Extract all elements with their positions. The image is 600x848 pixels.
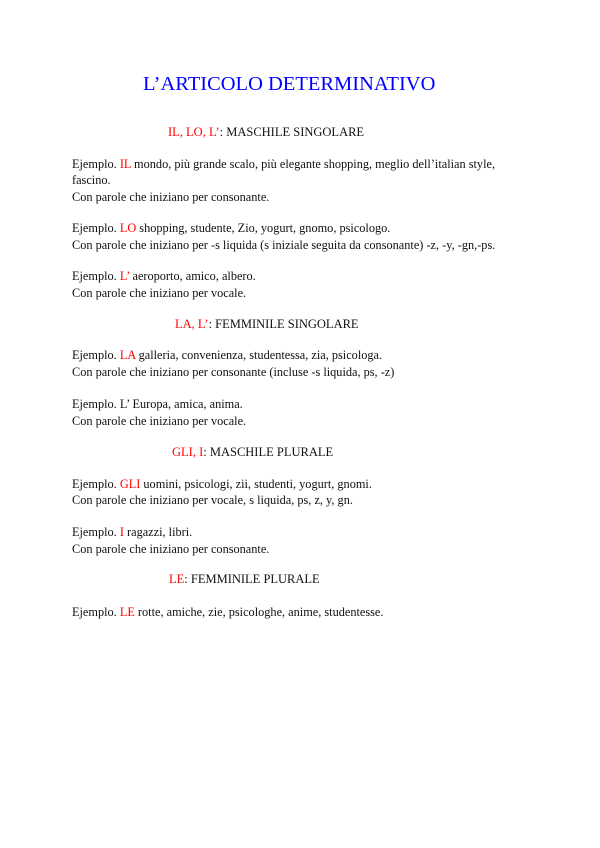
section-heading — [168, 124, 364, 140]
article: L’ — [119, 269, 130, 283]
rule-line: Con parole che iniziano per consonante. — [72, 190, 270, 204]
example-prefix: Ejemplo. — [72, 605, 120, 619]
example-line — [72, 220, 390, 236]
rule-line: Con parole che iniziano per consonante. — [72, 542, 270, 556]
heading-label: : FEMMINILE SINGOLARE — [208, 317, 359, 331]
section-heading — [172, 444, 333, 460]
article: GLI — [119, 477, 141, 491]
document-title: L’ARTICOLO DETERMINATIVO — [143, 73, 436, 95]
example-prefix: Ejemplo. — [72, 221, 120, 235]
example-prefix: Ejemplo. — [72, 477, 120, 491]
example-line — [72, 604, 383, 620]
example-words: aeroporto, amico, albero. — [129, 269, 256, 283]
heading-articles: GLI, I — [172, 445, 204, 459]
example-line — [72, 396, 243, 412]
rule-line: Con parole che iniziano per vocale. — [72, 414, 247, 428]
example-line — [72, 347, 382, 363]
rule-line: Con parole che iniziano per vocale. — [72, 286, 247, 300]
example-words: L’ Europa, amica, anima. — [119, 397, 243, 411]
heading-articles: IL, LO, L’ — [168, 125, 220, 139]
rule-line: Con parole che iniziano per -s liquida (s iniziale seguita da consonante) -z, -y, -gn,-ps. — [72, 238, 496, 252]
article: LO — [119, 221, 137, 235]
example-line-continued: fascino. — [72, 173, 111, 187]
example-words: galleria, convenienza, studentessa, zia, psicologa. — [135, 348, 383, 362]
article: IL — [119, 157, 131, 171]
heading-label: : MASCHILE PLURALE — [203, 445, 334, 459]
example-words: rotte, amiche, zie, psicologhe, anime, studentesse. — [134, 605, 384, 619]
example-line — [72, 268, 256, 284]
example-line — [72, 476, 372, 492]
example-words: ragazzi, libri. — [123, 525, 193, 539]
example-prefix: Ejemplo. — [72, 269, 120, 283]
heading-label: : MASCHILE SINGOLARE — [219, 125, 365, 139]
heading-label: : FEMMINILE PLURALE — [184, 572, 320, 586]
rule-line: Con parole che iniziano per consonante (incluse -s liquida, ps, -z) — [72, 365, 395, 379]
example-prefix: Ejemplo. — [72, 157, 120, 171]
example-words: mondo, più grande scalo, più elegante shopping, meglio dell’italian style, — [130, 157, 496, 171]
heading-articles: LA, L’ — [175, 317, 209, 331]
example-prefix: Ejemplo. — [72, 397, 120, 411]
article: LE — [119, 605, 135, 619]
example-prefix: Ejemplo. — [72, 348, 120, 362]
heading-articles: LE — [169, 572, 185, 586]
article: LA — [119, 348, 136, 362]
example-words: shopping, studente, Zio, yogurt, gnomo, psicologo. — [136, 221, 391, 235]
example-line — [72, 524, 192, 540]
article: I — [119, 525, 124, 539]
rule-line: Con parole che iniziano per vocale, s liquida, ps, z, y, gn. — [72, 493, 353, 507]
section-heading — [169, 571, 320, 587]
example-line — [72, 156, 495, 172]
section-heading — [175, 316, 359, 332]
example-prefix: Ejemplo. — [72, 525, 120, 539]
example-words: uomini, psicologi, zii, studenti, yogurt, gnomi. — [140, 477, 372, 491]
